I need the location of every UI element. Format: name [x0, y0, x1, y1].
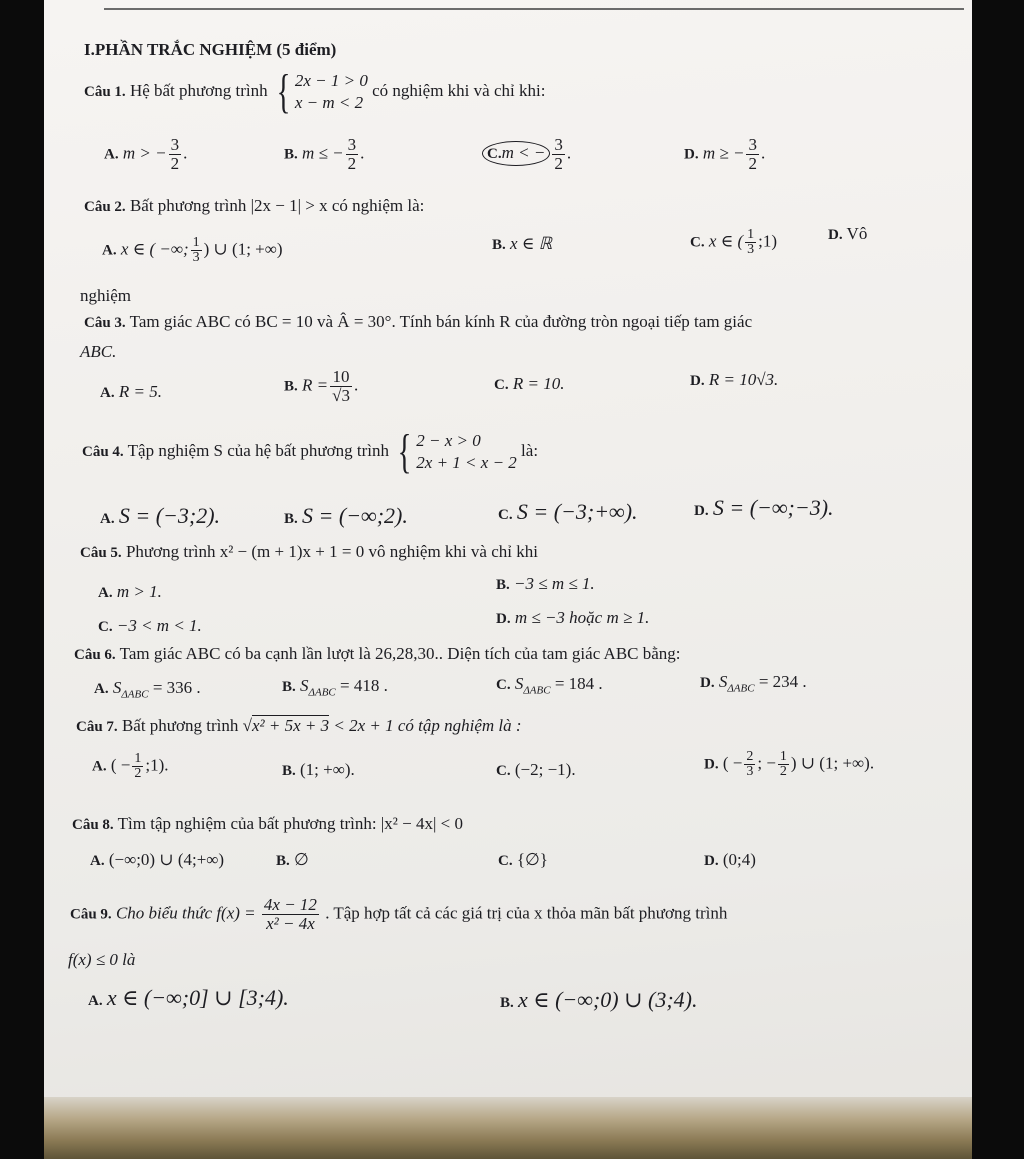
q4-label: Câu 4. — [82, 443, 124, 460]
q4-option-b — [284, 503, 408, 529]
exam-paper — [44, 0, 972, 1159]
option-text: m ≤ − — [302, 143, 344, 163]
option-label: A. — [102, 242, 117, 259]
option-text: m ≥ − — [702, 143, 745, 163]
frac-den: 3 — [746, 764, 754, 779]
option-text: S — [514, 674, 524, 693]
question-9 — [70, 896, 727, 933]
q3-text: Tam giác ABC có BC = 10 và Â = 30°. Tính bán kính R của đường tròn ngoại tiếp tam giác — [129, 312, 753, 331]
option-value: = 184 . — [554, 674, 603, 693]
option-text: R = 10. — [512, 374, 565, 393]
option-text: x ∈ (−∞;0) ∪ (3;4). — [518, 987, 698, 1012]
q6-text: Tam giác ABC có ba cạnh lần lượt là 26,28,30.. Diện tích của tam giác ABC bằng: — [119, 644, 681, 663]
frac-den: 3 — [747, 242, 755, 257]
option-text: (−∞;0) ∪ (4;+∞) — [108, 850, 225, 869]
frac-den: √3 — [332, 386, 350, 405]
option-label: A. — [92, 758, 107, 775]
q1-system — [272, 65, 368, 118]
q4-system — [393, 425, 517, 478]
q7-option-d — [704, 750, 874, 779]
option-text: m ≤ −3 hoặc m ≥ 1. — [514, 608, 650, 627]
frac-den: 2 — [134, 766, 142, 781]
frac-den: 2 — [170, 154, 180, 173]
q2-text: Bất phương trình |2x − 1| > x có nghiệm là: — [129, 196, 425, 215]
option-text: R = 10√3. — [708, 370, 779, 389]
option-label: D. — [496, 611, 511, 627]
q8-option-a — [90, 850, 224, 871]
q3-option-a — [100, 382, 162, 403]
option-label: A. — [100, 511, 115, 527]
q9-option-a — [88, 985, 289, 1011]
q8-option-d — [704, 850, 756, 871]
option-subscript: ΔABC — [523, 684, 551, 697]
q4-tail: là: — [521, 440, 539, 460]
option-text: m < − — [501, 143, 546, 163]
option-label: D. — [684, 146, 699, 163]
q1-text: Hệ bất phương trình — [129, 80, 268, 100]
option-label: B. — [284, 146, 298, 163]
brace-icon: { — [276, 65, 291, 118]
option-text: S — [112, 678, 122, 697]
q3-text-line-2: ABC. — [80, 342, 117, 361]
q2-wrap-text: nghiệm — [80, 286, 131, 305]
frac-den: x² − 4x — [266, 914, 315, 933]
q4-option-d — [694, 495, 834, 521]
option-post: . — [353, 375, 359, 395]
q9-label: Câu 9. — [70, 906, 112, 923]
option-text: x ∈ ℝ — [510, 234, 553, 253]
option-text: S — [718, 672, 728, 691]
option-value: = 418 . — [340, 676, 388, 695]
q7-radicand: x² + 5x + 3 — [251, 716, 330, 735]
frac-den: 2 — [347, 154, 357, 173]
option-label: A. — [88, 993, 103, 1009]
option-label: A. — [100, 385, 115, 401]
option-text: (0;4) — [722, 850, 756, 869]
option-label: A. — [94, 681, 109, 697]
q7-option-a — [92, 752, 168, 781]
q5-text: Phương trình x² − (m + 1)x + 1 = 0 vô nghiệm khi và chỉ khi — [125, 542, 538, 561]
frac-den: 2 — [748, 154, 757, 173]
q9-text: Cho biểu thức f(x) = — [115, 903, 256, 923]
option-post: . — [760, 143, 766, 163]
option-label: B. — [282, 763, 296, 779]
frac-den: 2 — [554, 154, 563, 173]
option-post: . — [566, 143, 572, 163]
q7-text: Bất phương trình — [121, 716, 239, 735]
q5-option-d — [496, 608, 649, 629]
q3-option-b — [284, 368, 358, 405]
q6-label: Câu 6. — [74, 647, 116, 663]
q7-text-post: < 2x + 1 có tập nghiệm là : — [333, 716, 522, 735]
q8-text: Tìm tập nghiệm của bất phương trình: |x² − 4x| < 0 — [117, 814, 463, 833]
q9-text-post: . Tập hợp tất cả các giá trị của x thỏa mãn bất phương trình — [325, 903, 728, 923]
q5-label: Câu 5. — [80, 545, 122, 561]
option-label: D. — [700, 675, 715, 691]
option-text: x ∈ ( — [708, 231, 744, 251]
q1-option-b — [284, 136, 364, 173]
q5-option-a — [98, 582, 162, 603]
q4-option-c — [498, 499, 638, 525]
option-label: A. — [90, 853, 105, 869]
option-text: S = (−3;+∞). — [516, 499, 638, 524]
option-label: B. — [284, 378, 298, 395]
option-label: D. — [828, 227, 843, 243]
option-text: −3 < m < 1. — [116, 616, 202, 635]
option-post: . — [183, 143, 188, 163]
option-label: D. — [690, 373, 705, 389]
frac-num: 3 — [554, 135, 563, 154]
option-text: (−2; −1). — [514, 760, 576, 779]
frac-den: 2 — [779, 764, 787, 779]
q4-option-a — [100, 503, 221, 529]
q6-option-a — [94, 678, 201, 704]
option-label: B. — [492, 237, 506, 253]
option-text: m > − — [122, 143, 167, 163]
q5-option-c — [98, 616, 202, 637]
question-8 — [72, 814, 463, 835]
frac-num: 1 — [134, 751, 142, 766]
option-text: m > 1. — [116, 582, 162, 601]
option-text: ( − — [722, 753, 743, 773]
q4-system-row-1: 2 − x > 0 — [416, 431, 481, 450]
option-post: ;1). — [145, 755, 169, 775]
frac-num: 1 — [192, 235, 200, 250]
q1-label: Câu 1. — [84, 83, 126, 100]
q3-label: Câu 3. — [84, 315, 126, 331]
frac-num: 3 — [347, 135, 357, 154]
frac-num: 3 — [748, 135, 757, 154]
q1-option-c — [482, 136, 571, 173]
table-edge-shadow — [44, 1097, 972, 1159]
option-text: R = 5. — [118, 382, 162, 401]
option-label: B. — [500, 995, 514, 1011]
option-label: C. — [498, 853, 513, 869]
q2-label: Câu 2. — [84, 199, 126, 215]
option-text: −3 ≤ m ≤ 1. — [514, 574, 595, 593]
q7-label: Câu 7. — [76, 719, 118, 735]
option-label: C. — [690, 234, 705, 251]
q9-line-2: f(x) ≤ 0 là — [68, 950, 136, 969]
q2-option-b — [492, 234, 552, 255]
option-label: B. — [276, 853, 290, 869]
q8-option-b — [276, 850, 309, 871]
option-label: C. — [487, 146, 502, 163]
q2-option-c — [690, 228, 777, 257]
option-text: ∅ — [294, 850, 309, 869]
option-text: S = (−3;2). — [118, 503, 221, 528]
option-text: {∅} — [516, 850, 548, 869]
option-subscript: ΔABC — [308, 686, 336, 699]
q1-option-d — [684, 136, 765, 173]
q5-option-b — [496, 574, 595, 595]
q6-option-c — [496, 674, 603, 700]
option-label: B. — [284, 511, 298, 527]
q4-text: Tập nghiệm S của hệ bất phương trình — [127, 440, 389, 460]
question-6 — [74, 644, 681, 665]
option-subscript: ΔABC — [727, 682, 755, 695]
frac-num: 1 — [779, 749, 787, 764]
option-label: C. — [496, 677, 511, 693]
option-label: D. — [704, 756, 719, 773]
option-post: . — [360, 143, 365, 163]
option-text: (1; +∞). — [300, 760, 355, 779]
frac-num: 2 — [746, 749, 754, 764]
option-label: D. — [704, 853, 719, 869]
q6-option-d — [700, 672, 807, 698]
brace-icon: { — [397, 425, 412, 478]
circled-answer-mark — [482, 141, 550, 166]
option-label: C. — [498, 507, 513, 523]
q3-option-d — [690, 370, 778, 391]
top-rule — [104, 8, 964, 10]
question-4 — [82, 425, 539, 478]
frac-num: 4x − 12 — [263, 895, 317, 914]
question-5 — [80, 542, 538, 563]
q1-option-a — [104, 136, 187, 173]
option-value: = 234 . — [758, 672, 807, 691]
q8-option-c — [498, 850, 548, 871]
question-3 — [84, 312, 752, 333]
option-text: Vô — [846, 224, 868, 243]
option-post: ) ∪ (1; +∞). — [790, 753, 875, 773]
q1-tail: có nghiệm khi và chỉ khi: — [372, 80, 546, 100]
q2-option-d — [828, 224, 867, 245]
option-label: C. — [98, 619, 113, 635]
option-value: = 336 . — [152, 678, 201, 697]
option-label: B. — [496, 577, 510, 593]
question-1 — [84, 65, 546, 118]
option-post: ) ∪ (1; +∞) — [203, 239, 283, 259]
sqrt-sign-icon: √ — [242, 716, 252, 735]
option-text: S = (−∞;−3). — [712, 495, 834, 520]
q8-label: Câu 8. — [72, 817, 114, 833]
frac-num: 3 — [170, 135, 180, 154]
q7-option-c — [496, 760, 576, 781]
question-7 — [76, 716, 522, 737]
q1-system-row-2: x − m < 2 — [294, 93, 364, 112]
q4-system-row-2: 2x + 1 < x − 2 — [416, 453, 517, 472]
q3-option-c — [494, 374, 564, 395]
option-text: x ∈ ( −∞; — [120, 239, 189, 259]
option-label: C. — [494, 377, 509, 393]
q6-option-b — [282, 676, 388, 702]
option-post: ;1) — [758, 231, 778, 251]
section-title: I.PHẦN TRẮC NGHIỆM (5 điểm) — [84, 40, 337, 59]
option-text: S = (−∞;2). — [302, 503, 408, 528]
frac-num: 10 — [330, 368, 352, 387]
option-text: ( − — [110, 755, 131, 775]
q1-system-row-1: 2x − 1 > 0 — [294, 71, 368, 90]
frac-den: 3 — [192, 250, 200, 265]
option-text: S — [300, 676, 309, 695]
option-label: C. — [496, 763, 511, 779]
q2-option-a — [102, 236, 283, 265]
option-label: D. — [694, 503, 709, 519]
option-text: x ∈ (−∞;0] ∪ [3;4). — [106, 985, 289, 1010]
option-label: A. — [98, 585, 113, 601]
frac-num: 1 — [747, 227, 755, 242]
option-label: A. — [104, 146, 119, 163]
q7-option-b — [282, 760, 355, 781]
q9-option-b — [500, 987, 698, 1013]
option-label: B. — [282, 679, 296, 695]
option-text: R = — [302, 375, 329, 395]
option-mid: ; − — [757, 753, 776, 773]
question-2 — [84, 196, 424, 217]
option-subscript: ΔABC — [121, 688, 149, 701]
